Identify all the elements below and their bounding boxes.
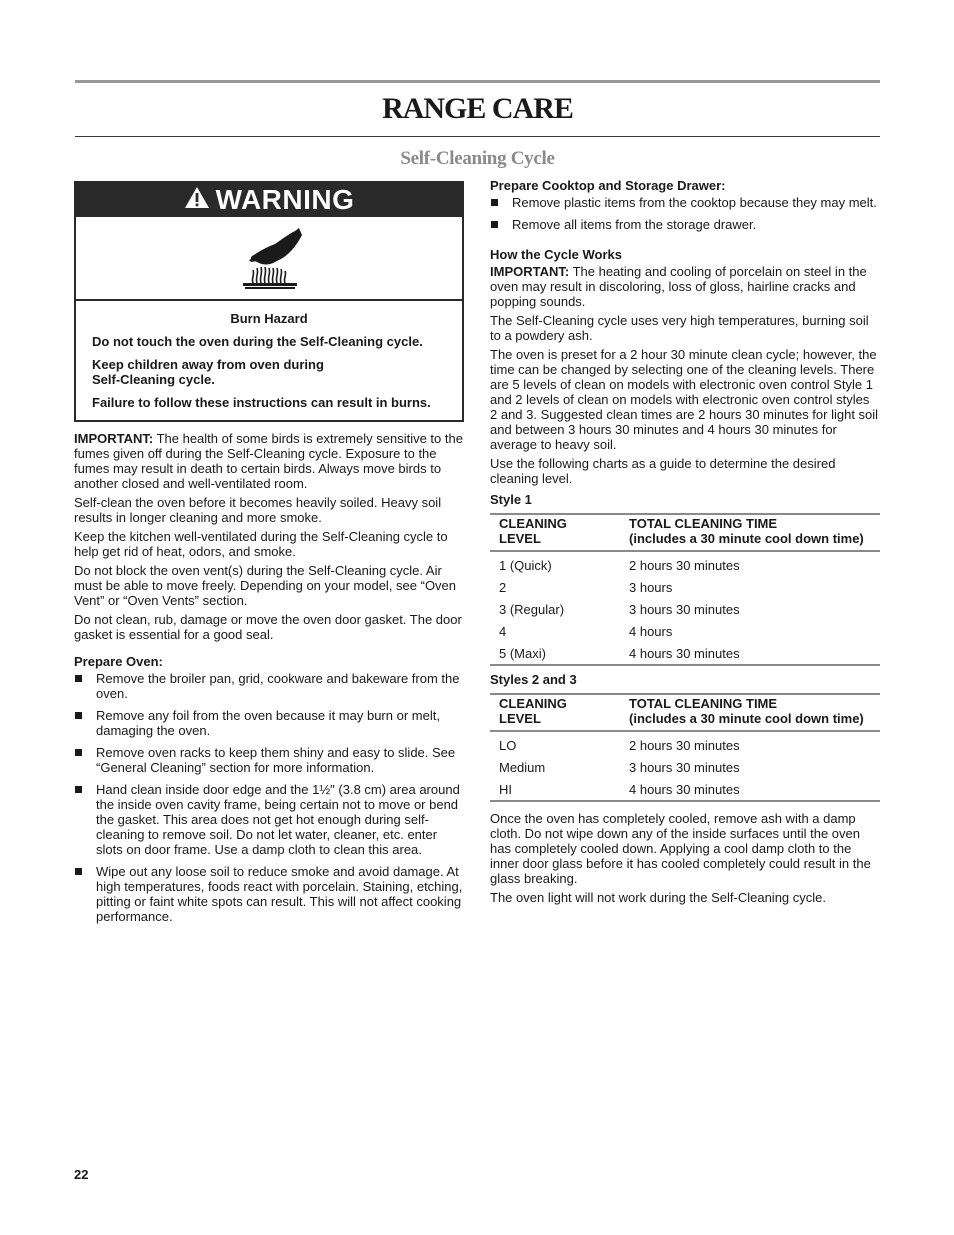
cleaning-time-table-style1	[490, 513, 880, 666]
list-item-text: Remove all items from the storage drawer.	[512, 217, 757, 232]
birds-important-paragraph	[74, 431, 464, 491]
top-rule	[75, 80, 880, 83]
burn-hazard-hand-icon	[76, 217, 462, 301]
bullet-square-icon	[75, 868, 82, 875]
list-item-text: Remove plastic items from the cooktop because they may melt.	[512, 195, 877, 210]
bullet-square-icon	[491, 221, 498, 228]
header-text: (includes a 30 minute cool down time)	[629, 531, 864, 546]
table-row	[490, 778, 880, 801]
table-cell: 4 hours	[629, 623, 673, 639]
header-text: CLEANING	[499, 516, 567, 531]
bullet-square-icon	[75, 786, 82, 793]
prepare-oven-heading: Prepare Oven:	[74, 654, 163, 669]
table-label: Styles 2 and 3	[490, 672, 577, 687]
table-cell: 2 hours 30 minutes	[629, 737, 740, 753]
list-item-text: Remove any foil from the oven because it may burn or melt, damaging the oven.	[96, 708, 440, 738]
important-text: The health of some birds is extremely sensitive to the fumes given off during the Self-Cleaning cycle. Exposure to the fumes may result in death to certain birds. Always move birds to another closed and well-ventilated room.	[74, 431, 463, 491]
table-cell: 3 hours 30 minutes	[629, 759, 740, 775]
warning-line: Do not touch the oven during the Self-Cleaning cycle.	[92, 334, 423, 349]
cleaning-time-table-style2-3	[490, 693, 880, 802]
header-text: LEVEL	[499, 711, 541, 726]
body-paragraph: Use the following charts as a guide to determine the desired cleaning level.	[490, 456, 836, 486]
list-item-text: Hand clean inside door edge and the 1½" (3.8 cm) area around the inside oven cavity frame, being certain not to move or bend the gasket. This area does not get hot enough during self-cleaning to remove soil. Do not let water, cleaner, etc. enter slots on door frame. Use a damp cloth to clean this area.	[96, 782, 460, 857]
left-column	[74, 181, 464, 931]
header-text: (includes a 30 minute cool down time)	[629, 711, 864, 726]
list-item	[74, 671, 464, 701]
warning-body	[76, 301, 462, 420]
table-cell: 2 hours 30 minutes	[629, 557, 740, 573]
body-paragraph: Do not clean, rub, damage or move the oven door gasket. The door gasket is essential for a good seal.	[74, 612, 462, 642]
cycle-heading: How the Cycle Works	[490, 247, 622, 262]
body-paragraph: Self-clean the oven before it becomes heavily soiled. Heavy soil results in longer cleaning and more smoke.	[74, 495, 442, 525]
title-rule	[75, 136, 880, 137]
table-cell: HI	[490, 778, 620, 801]
important-label: IMPORTANT:	[490, 264, 570, 279]
warning-label: WARNING	[215, 184, 355, 215]
bullet-square-icon	[75, 749, 82, 756]
warning-line: Keep children away from oven during Self-Cleaning cycle.	[92, 357, 324, 387]
table-cell: LO	[499, 737, 517, 753]
header-text: CLEANING	[499, 696, 567, 711]
table-cell: 1 (Quick)	[499, 557, 552, 573]
table-cell: 3 hours	[629, 579, 673, 595]
body-paragraph: The oven is preset for a 2 hour 30 minute clean cycle; however, the time can be changed by selecting one of the cleaning levels. There are 5 levels of clean on models with electronic oven control Style 1 and 2 levels of clean on models with electronic oven control styles 2 and 3. Suggested clean times are 2 hours 30 minutes for light soil and between 3 hours 30 minutes and 4 hours 30 minutes for average to heavy soil.	[490, 347, 879, 452]
table-cell: 4 hours 30 minutes	[620, 642, 880, 665]
column-header-level	[490, 514, 620, 551]
table-cell: Medium	[499, 759, 546, 775]
section-subtitle: Self-Cleaning Cycle	[400, 148, 555, 169]
table-row	[490, 551, 880, 576]
table-cell: 2	[499, 579, 507, 595]
list-item-text: Remove the broiler pan, grid, cookware and bakeware from the oven.	[96, 671, 460, 701]
table-row	[490, 598, 880, 620]
table-cell: 3 hours 30 minutes	[629, 601, 740, 617]
warning-triangle-icon	[184, 186, 210, 214]
list-item-text: Remove oven racks to keep them shiny and easy to slide. See “General Cleaning” section for more information.	[96, 745, 456, 775]
list-item	[74, 708, 464, 738]
header-text: TOTAL CLEANING TIME	[629, 696, 778, 711]
bullet-square-icon	[75, 675, 82, 682]
table-row	[490, 756, 880, 778]
cooktop-list	[490, 195, 880, 232]
warning-line: Failure to follow these instructions can result in burns.	[92, 395, 431, 410]
table-cell: 5 (Maxi)	[490, 642, 620, 665]
body-paragraph: Do not block the oven vent(s) during the Self-Cleaning cycle. Air must be able to move freely. Depending on your model, see “Oven Vent” or “Oven Vents” section.	[74, 563, 457, 608]
header-text: LEVEL	[499, 531, 541, 546]
table-header-row	[490, 694, 880, 731]
body-paragraph: Keep the kitchen well-ventilated during the Self-Cleaning cycle to help get rid of heat, odors, and smoke.	[74, 529, 448, 559]
important-text: The heating and cooling of porcelain on steel in the oven may result in discoloring, loss of gloss, hairline cracks and popping sounds.	[490, 264, 867, 309]
important-label: IMPORTANT:	[74, 431, 154, 446]
column-header-time	[620, 694, 880, 731]
hazard-title: Burn Hazard	[230, 311, 308, 326]
body-paragraph: The Self-Cleaning cycle uses very high temperatures, burning soil to a powdery ash.	[490, 313, 869, 343]
bullet-square-icon	[75, 712, 82, 719]
prepare-oven-list	[74, 671, 464, 924]
table-row	[490, 731, 880, 756]
cooktop-heading: Prepare Cooktop and Storage Drawer:	[490, 178, 726, 193]
list-item	[74, 745, 464, 775]
warning-box	[74, 181, 464, 422]
page-number: 22	[74, 1167, 89, 1182]
table-row	[490, 620, 880, 642]
list-item	[74, 864, 464, 924]
right-column	[490, 176, 880, 909]
column-header-level	[490, 694, 620, 731]
warning-header	[76, 183, 462, 217]
body-paragraph: Once the oven has completely cooled, remove ash with a damp cloth. Do not wipe down any of the inside surfaces until the oven has completely cooled down. Applying a cool damp cloth to the inner door glass before it has cooled completely could result in the glass breaking.	[490, 811, 871, 886]
list-item	[74, 782, 464, 857]
column-header-time	[620, 514, 880, 551]
cycle-important-paragraph	[490, 264, 880, 309]
table-cell: 4 hours 30 minutes	[620, 778, 880, 801]
list-item-text: Wipe out any loose soil to reduce smoke and avoid damage. At high temperatures, foods react with porcelain. Staining, etching, pitting or faint white spots can result. This will not affect cooking performance.	[96, 864, 463, 924]
list-item	[490, 217, 880, 232]
table-label: Style 1	[490, 492, 532, 507]
list-item	[490, 195, 880, 210]
table-row	[490, 642, 880, 665]
table-cell: 3 (Regular)	[499, 601, 565, 617]
table-row	[490, 576, 880, 598]
table-header-row	[490, 514, 880, 551]
table-cell: 4	[499, 623, 507, 639]
bullet-square-icon	[491, 199, 498, 206]
page-title: RANGE CARE	[382, 92, 573, 125]
header-text: TOTAL CLEANING TIME	[629, 516, 778, 531]
body-paragraph: The oven light will not work during the Self-Cleaning cycle.	[490, 890, 827, 905]
